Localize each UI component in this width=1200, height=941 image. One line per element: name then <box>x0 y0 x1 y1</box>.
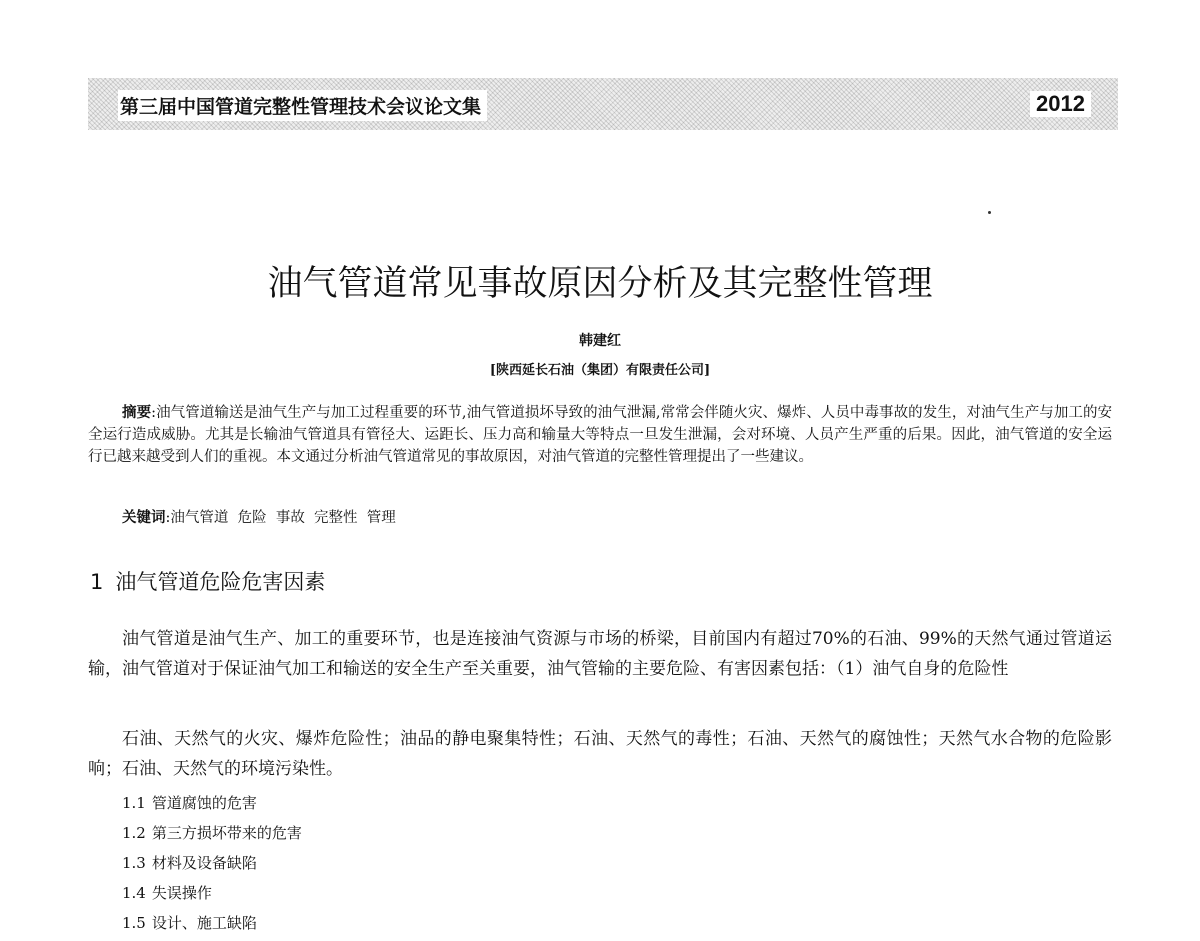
scan-artifact-dot <box>988 211 991 214</box>
subsection-number: 1.1 <box>122 794 146 812</box>
keywords-label: 关键词 <box>122 509 166 526</box>
subsection-list <box>122 788 302 938</box>
subsection-item <box>122 878 302 908</box>
paper-title: 油气管道常见事故原因分析及其完整性管理 <box>267 264 933 304</box>
section-1-paragraph-2: 石油、天然气的火灾、爆炸危险性；油品的静电聚集特性；石油、天然气的毒性；石油、天然气的腐蚀性；天然气水合物的危险影响；石油、天然气的环境污染性。 <box>88 729 1112 779</box>
subsection-number: 1.5 <box>122 914 146 932</box>
subsection-item <box>122 788 302 818</box>
subsection-item <box>122 848 302 878</box>
subsection-item <box>122 908 302 938</box>
subsection-number: 1.4 <box>122 884 146 902</box>
author-name: 韩建红 <box>579 333 621 349</box>
abstract: 摘要:油气管道输送是油气生产与加工过程重要的环节,油气管道损坏导致的油气泄漏,常常会伴随火灾、爆炸、人员中毒事故的发生，对油气生产与加工的安全运行造成威胁。尤其是长输油气管道具有管径大、运距长、压力高和输量大等特点一旦发生泄漏，会对环境、人员产生严重的后果。因此，油气管道的安全运行已越来越受到人们的重视。本文通过分析油气管道常见的事故原因，对油气管道的完整性管理提出了一些建议。 <box>88 404 1113 465</box>
subsection-number: 1.2 <box>122 824 146 842</box>
subsection-number: 1.3 <box>122 854 146 872</box>
keywords: 关键词:油气管道 危险 事故 完整性 管理 <box>122 509 396 526</box>
author-affiliation: [陕西延长石油（集团）有限责任公司] <box>489 363 711 378</box>
subsection-item <box>122 818 302 848</box>
subsection-title: 设计、施工缺陷 <box>151 914 257 932</box>
subsection-title: 材料及设备缺陷 <box>151 854 257 872</box>
abstract-text: 油气管道输送是油气生产与加工过程重要的环节,油气管道损坏导致的油气泄漏,常常会伴随火灾、爆炸、人员中毒事故的发生，对油气生产与加工的安全运行造成威胁。尤其是长输油气管道具有管径大、运距长、压力高和输量大等特点一旦发生泄漏，会对环境、人员产生严重的后果。因此，油气管道的安全运行已越来越受到人们的重视。本文通过分析油气管道常见的事故原因，对油气管道的完整性管理提出了一些建议。 <box>88 405 1113 465</box>
abstract-label: 摘要 <box>122 404 152 421</box>
section-1-paragraph-1: 油气管道是油气生产、加工的重要环节，也是连接油气资源与市场的桥梁，目前国内有超过70%的石油、99%的天然气通过管道运输，油气管道对于保证油气加工和输送的安全生产至关重要，油气管输的主要危险、有害因素包括：（1）油气自身的危险性 <box>88 629 1112 679</box>
proceedings-title: 第三届中国管道完整性管理技术会议论文集 <box>118 90 487 121</box>
subsection-title: 管道腐蚀的危害 <box>151 794 257 812</box>
section-1-title: 油气管道危险危害因素 <box>115 570 326 594</box>
section-1-heading <box>90 566 325 596</box>
subsection-title: 第三方损坏带来的危害 <box>151 824 302 842</box>
proceedings-year: 2012 <box>1030 91 1091 117</box>
keywords-text: 油气管道 危险 事故 完整性 管理 <box>170 510 396 526</box>
section-1-number: 1 <box>90 570 104 594</box>
subsection-title: 失误操作 <box>151 884 212 902</box>
